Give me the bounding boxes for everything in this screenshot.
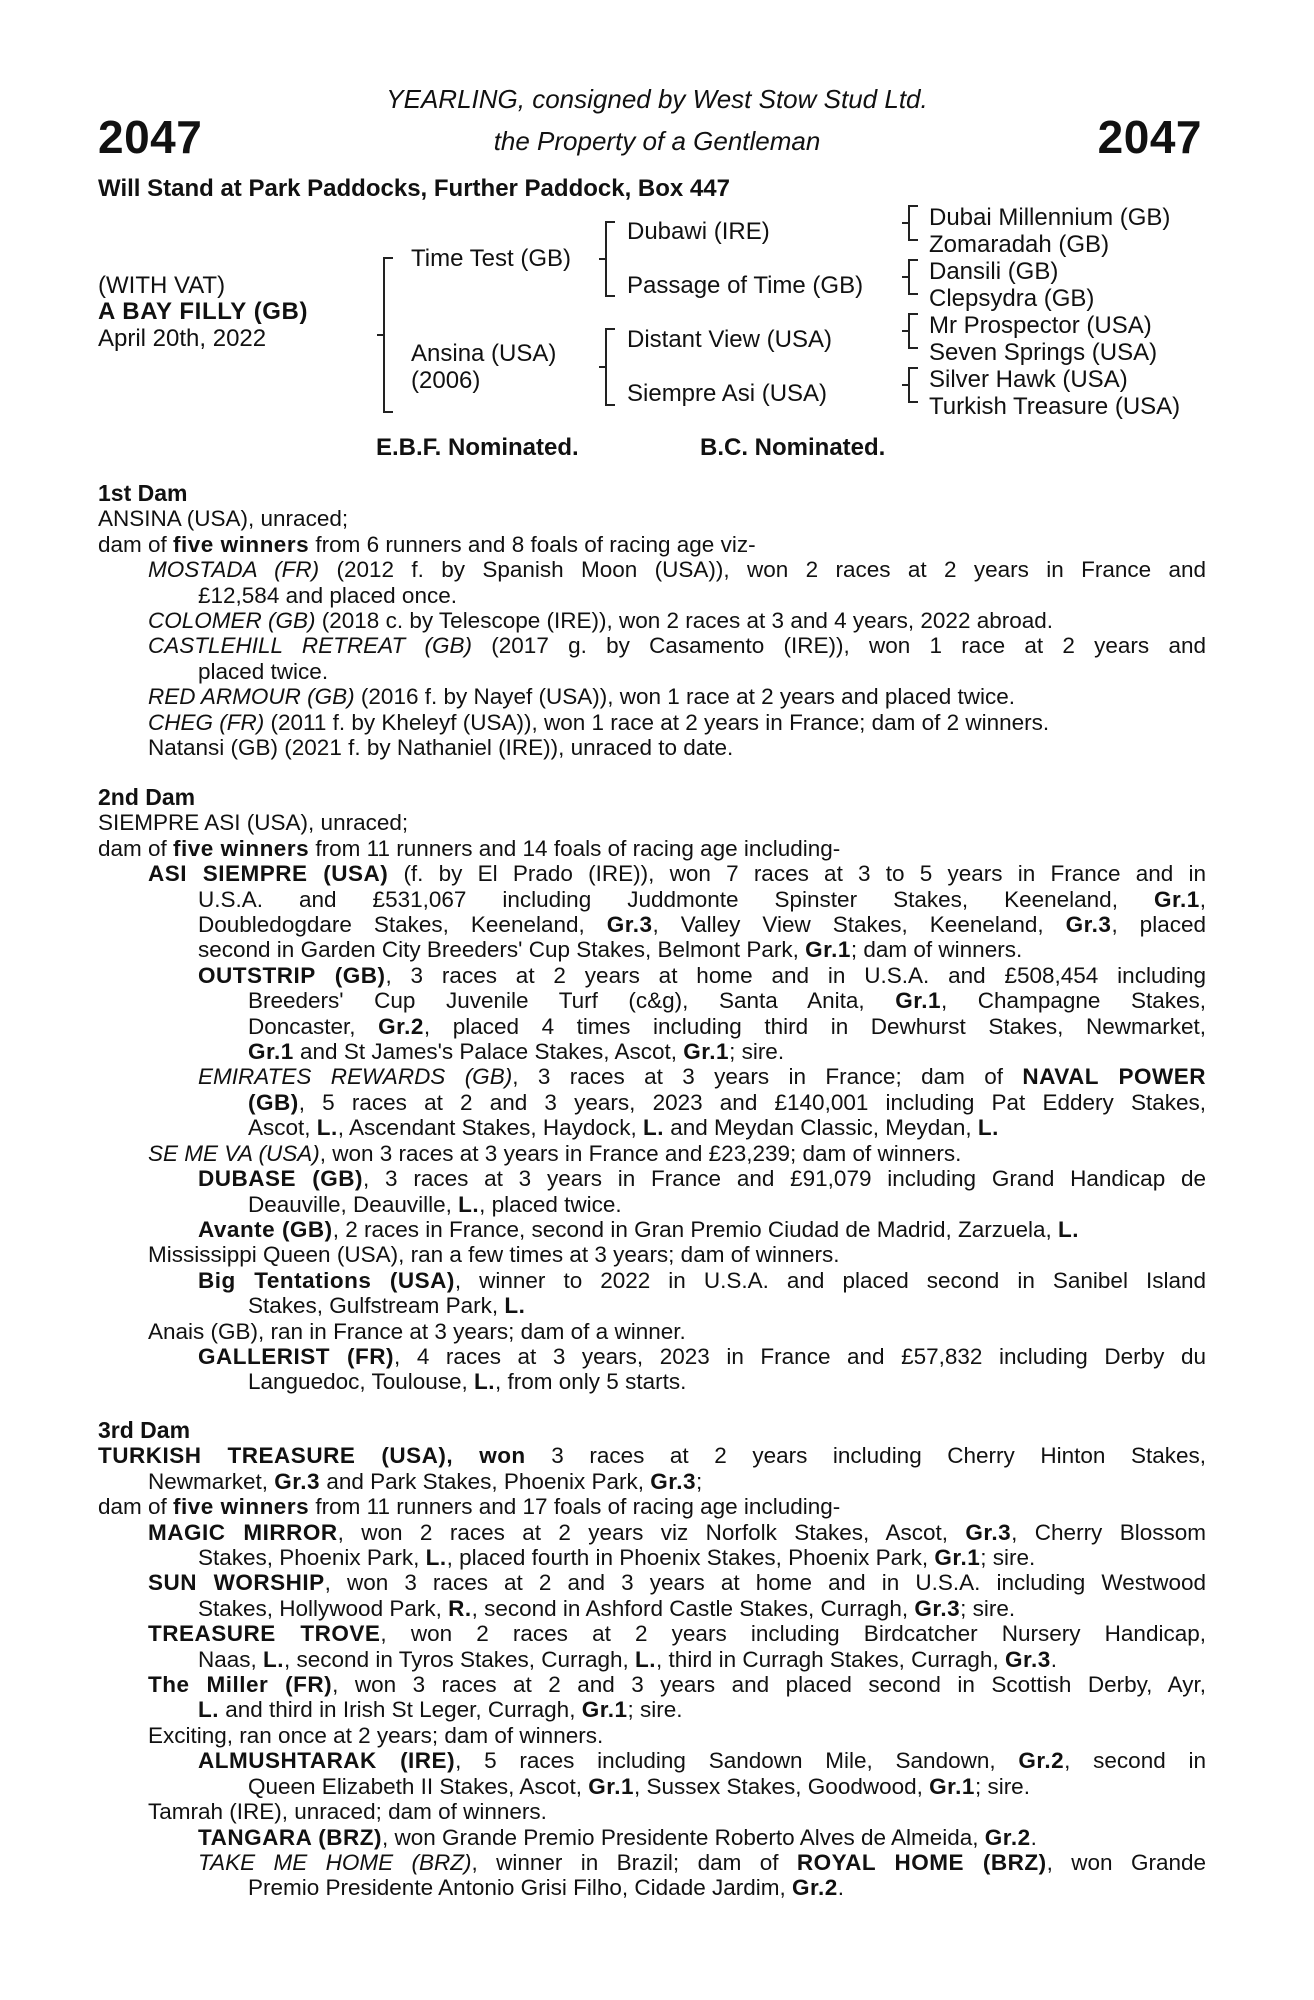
third-dam-line: Stakes, Hollywood Park, R., second in Ashford Castle Stakes, Curragh, Gr.3; sire. <box>198 1595 1016 1621</box>
dam-year: (2006) <box>411 367 481 394</box>
second-dam-line: dam of five winners from 11 runners and 14 foals of racing age including- <box>98 835 841 861</box>
second-dam-line: second in Garden City Breeders' Cup Stakes, Belmont Park, Gr.1; dam of winners. <box>198 937 1023 963</box>
stand-location: Will Stand at Park Paddocks, Further Paddock, Box 447 <box>98 175 730 202</box>
vat-note: (WITH VAT) <box>98 272 226 299</box>
third-dam-line: TURKISH TREASURE (USA), won 3 races at 2 years including Cherry Hinton Stakes, <box>98 1443 1206 1469</box>
third-dam-section <box>98 1408 1206 1901</box>
first-dam-line: RED ARMOUR (GB) (2016 f. by Nayef (USA)), won 1 race at 2 years and placed twice. <box>148 684 1015 710</box>
lot-number-right: 2047 <box>1097 111 1202 163</box>
third-dam-line: Stakes, Phoenix Park, L., placed fourth in Phoenix Stakes, Phoenix Park, Gr.1; sire. <box>198 1545 1036 1571</box>
first-dam-title: 1st Dam <box>98 480 188 506</box>
pedigree-brace-sire <box>605 221 615 297</box>
first-dam-line: Natansi (GB) (2021 f. by Nathaniel (IRE)), unraced to date. <box>148 735 734 761</box>
pedigree-brace-ss <box>908 205 918 241</box>
lot-number-left: 2047 <box>98 111 203 163</box>
third-dam-line: TANGARA (BRZ), won Grande Premio Presidente Roberto Alves de Almeida, Gr.2. <box>198 1824 1037 1850</box>
first-dam-section <box>98 471 1206 760</box>
second-dam-line: Gr.1 and St James's Palace Stakes, Ascot, Gr.1; sire. <box>248 1039 785 1065</box>
second-dam-line: ASI SIEMPRE (USA) (f. by El Prado (IRE)), won 7 races at 3 to 5 years in France and in <box>148 861 1206 887</box>
second-dam-line: Stakes, Gulfstream Park, L. <box>248 1293 526 1319</box>
second-dam-line: EMIRATES REWARDS (GB), 3 races at 3 years in France; dam of NAVAL POWER <box>198 1064 1207 1090</box>
second-dam-line: Languedoc, Toulouse, L., from only 5 starts. <box>248 1369 687 1395</box>
bc-nomination: B.C. Nominated. <box>700 434 886 461</box>
sire-sire-sire: Dubai Millennium (GB) <box>929 204 1171 231</box>
third-dam-line: ALMUSHTARAK (IRE), 5 races including Sandown Mile, Sandown, Gr.2, second in <box>198 1748 1206 1774</box>
second-dam-section <box>98 775 1206 1395</box>
property-line: the Property of a Gentleman <box>493 126 821 156</box>
first-dam-line: dam of five winners from 6 runners and 8 foals of racing age viz- <box>98 531 756 557</box>
ebf-nomination: E.B.F. Nominated. <box>376 434 579 461</box>
first-dam-line: ANSINA (USA), unraced; <box>98 506 349 532</box>
second-dam-line: OUTSTRIP (GB), 3 races at 2 years at home and in U.S.A. and £508,454 including <box>198 962 1206 988</box>
dam-sire-dam: Seven Springs (USA) <box>929 339 1158 366</box>
second-dam-line: Big Tentations (USA), winner to 2022 in U.S.A. and placed second in Sanibel Island <box>198 1267 1207 1293</box>
second-dam-line: U.S.A. and £531,067 including Juddmonte Spinster Stakes, Keeneland, Gr.1, <box>198 886 1206 912</box>
pedigree-brace-dd <box>908 367 918 403</box>
consignor-line: YEARLING, consigned by West Stow Stud Ltd. <box>386 84 928 114</box>
second-dam-line: Breeders' Cup Juvenile Turf (c&g), Santa Anita, Gr.1, Champagne Stakes, <box>248 988 1206 1014</box>
first-dam-line: COLOMER (GB) (2018 c. by Telescope (IRE)), won 2 races at 3 and 4 years, 2022 abroad. <box>148 608 1054 634</box>
third-dam-line: Newmarket, Gr.3 and Park Stakes, Phoenix Park, Gr.3; <box>148 1468 703 1494</box>
first-dam-line: CASTLEHILL RETREAT (GB) (2017 g. by Casamento (IRE)), won 1 race at 2 years and <box>148 633 1206 659</box>
dam-name: Ansina (USA) <box>411 340 557 367</box>
third-dam-line: dam of five winners from 11 runners and 17 foals of racing age including- <box>98 1494 841 1520</box>
second-dam-line: Mississippi Queen (USA), ran a few times at 3 years; dam of winners. <box>148 1242 840 1268</box>
pedigree-brace-parents <box>383 257 393 413</box>
third-dam-line: Tamrah (IRE), unraced; dam of winners. <box>148 1799 547 1825</box>
third-dam-line: MAGIC MIRROR, won 2 races at 2 years viz Norfolk Stakes, Ascot, Gr.3, Cherry Blossom <box>148 1519 1206 1545</box>
second-dam-line: SIEMPRE ASI (USA), unraced; <box>98 810 409 836</box>
third-dam-line: Queen Elizabeth II Stakes, Ascot, Gr.1, Sussex Stakes, Goodwood, Gr.1; sire. <box>248 1773 1030 1799</box>
second-dam-line: Deauville, Deauville, L., placed twice. <box>248 1191 622 1217</box>
third-dam-line: Premio Presidente Antonio Grisi Filho, Cidade Jardim, Gr.2. <box>248 1875 845 1901</box>
second-dam-line: Avante (GB), 2 races in France, second in Gran Premio Ciudad de Madrid, Zarzuela, L. <box>198 1216 1080 1242</box>
dam-sire: Distant View (USA) <box>627 326 832 353</box>
third-dam-line: TREASURE TROVE, won 2 races at 2 years including Birdcatcher Nursery Handicap, <box>148 1621 1206 1647</box>
sire-sire-dam: Zomaradah (GB) <box>929 231 1110 258</box>
first-dam-line: MOSTADA (FR) (2012 f. by Spanish Moon (USA)), won 2 races at 2 years in France and <box>148 557 1206 583</box>
dam-dam: Siempre Asi (USA) <box>627 380 828 407</box>
sire-dam-sire: Dansili (GB) <box>929 258 1059 285</box>
dam-sire-sire: Mr Prospector (USA) <box>929 312 1152 339</box>
second-dam-line: SE ME VA (USA), won 3 races at 3 years in France and £23,239; dam of winners. <box>148 1140 962 1166</box>
sire-dam-dam: Clepsydra (GB) <box>929 285 1095 312</box>
first-dam-line: £12,584 and placed once. <box>198 582 457 608</box>
first-dam-line: CHEG (FR) (2011 f. by Kheleyf (USA)), won 1 race at 2 years in France; dam of 2 winners. <box>148 709 1050 735</box>
second-dam-line: Doubledogdare Stakes, Keeneland, Gr.3, Valley View Stakes, Keeneland, Gr.3, placed <box>198 912 1206 938</box>
sire-name: Time Test (GB) <box>411 245 572 272</box>
second-dam-line: DUBASE (GB), 3 races at 3 years in France and £91,079 including Grand Handicap de <box>198 1166 1207 1192</box>
pedigree-brace-dam <box>605 328 615 406</box>
third-dam-line: SUN WORSHIP, won 3 races at 2 and 3 years at home and in U.S.A. including Westwood <box>148 1570 1206 1596</box>
second-dam-line: GALLERIST (FR), 4 races at 3 years, 2023 in France and £57,832 including Derby du <box>198 1343 1206 1369</box>
third-dam-line: The Miller (FR), won 3 races at 2 and 3 years and placed second in Scottish Derby, Ayr, <box>148 1672 1206 1698</box>
third-dam-line: Exciting, ran once at 2 years; dam of winners. <box>148 1722 604 1748</box>
foaling-date: April 20th, 2022 <box>98 325 267 352</box>
third-dam-line: L. and third in Irish St Leger, Curragh, Gr.1; sire. <box>198 1697 683 1723</box>
pedigree-brace-ds <box>908 313 918 349</box>
second-dam-line: Ascot, L., Ascendant Stakes, Haydock, L. and Meydan Classic, Meydan, L. <box>248 1115 999 1141</box>
second-dam-title: 2nd Dam <box>98 784 196 810</box>
third-dam-title: 3rd Dam <box>98 1417 191 1443</box>
sire-sire: Dubawi (IRE) <box>627 218 770 245</box>
horse-name: A BAY FILLY (GB) <box>98 298 309 325</box>
sire-dam: Passage of Time (GB) <box>627 272 864 299</box>
second-dam-line: Anais (GB), ran in France at 3 years; dam of a winner. <box>148 1318 686 1344</box>
third-dam-line: TAKE ME HOME (BRZ), winner in Brazil; dam of ROYAL HOME (BRZ), won Grande <box>198 1849 1206 1875</box>
dam-dam-dam: Turkish Treasure (USA) <box>929 393 1181 420</box>
dam-dam-sire: Silver Hawk (USA) <box>929 366 1128 393</box>
first-dam-line: placed twice. <box>198 658 329 684</box>
third-dam-line: Naas, L., second in Tyros Stakes, Curragh, L., third in Curragh Stakes, Curragh, Gr.3. <box>198 1646 1057 1672</box>
second-dam-line: Doncaster, Gr.2, placed 4 times including third in Dewhurst Stakes, Newmarket, <box>248 1013 1206 1039</box>
second-dam-line: (GB), 5 races at 2 and 3 years, 2023 and £140,001 including Pat Eddery Stakes, <box>248 1089 1206 1115</box>
pedigree-brace-sd <box>908 259 918 295</box>
